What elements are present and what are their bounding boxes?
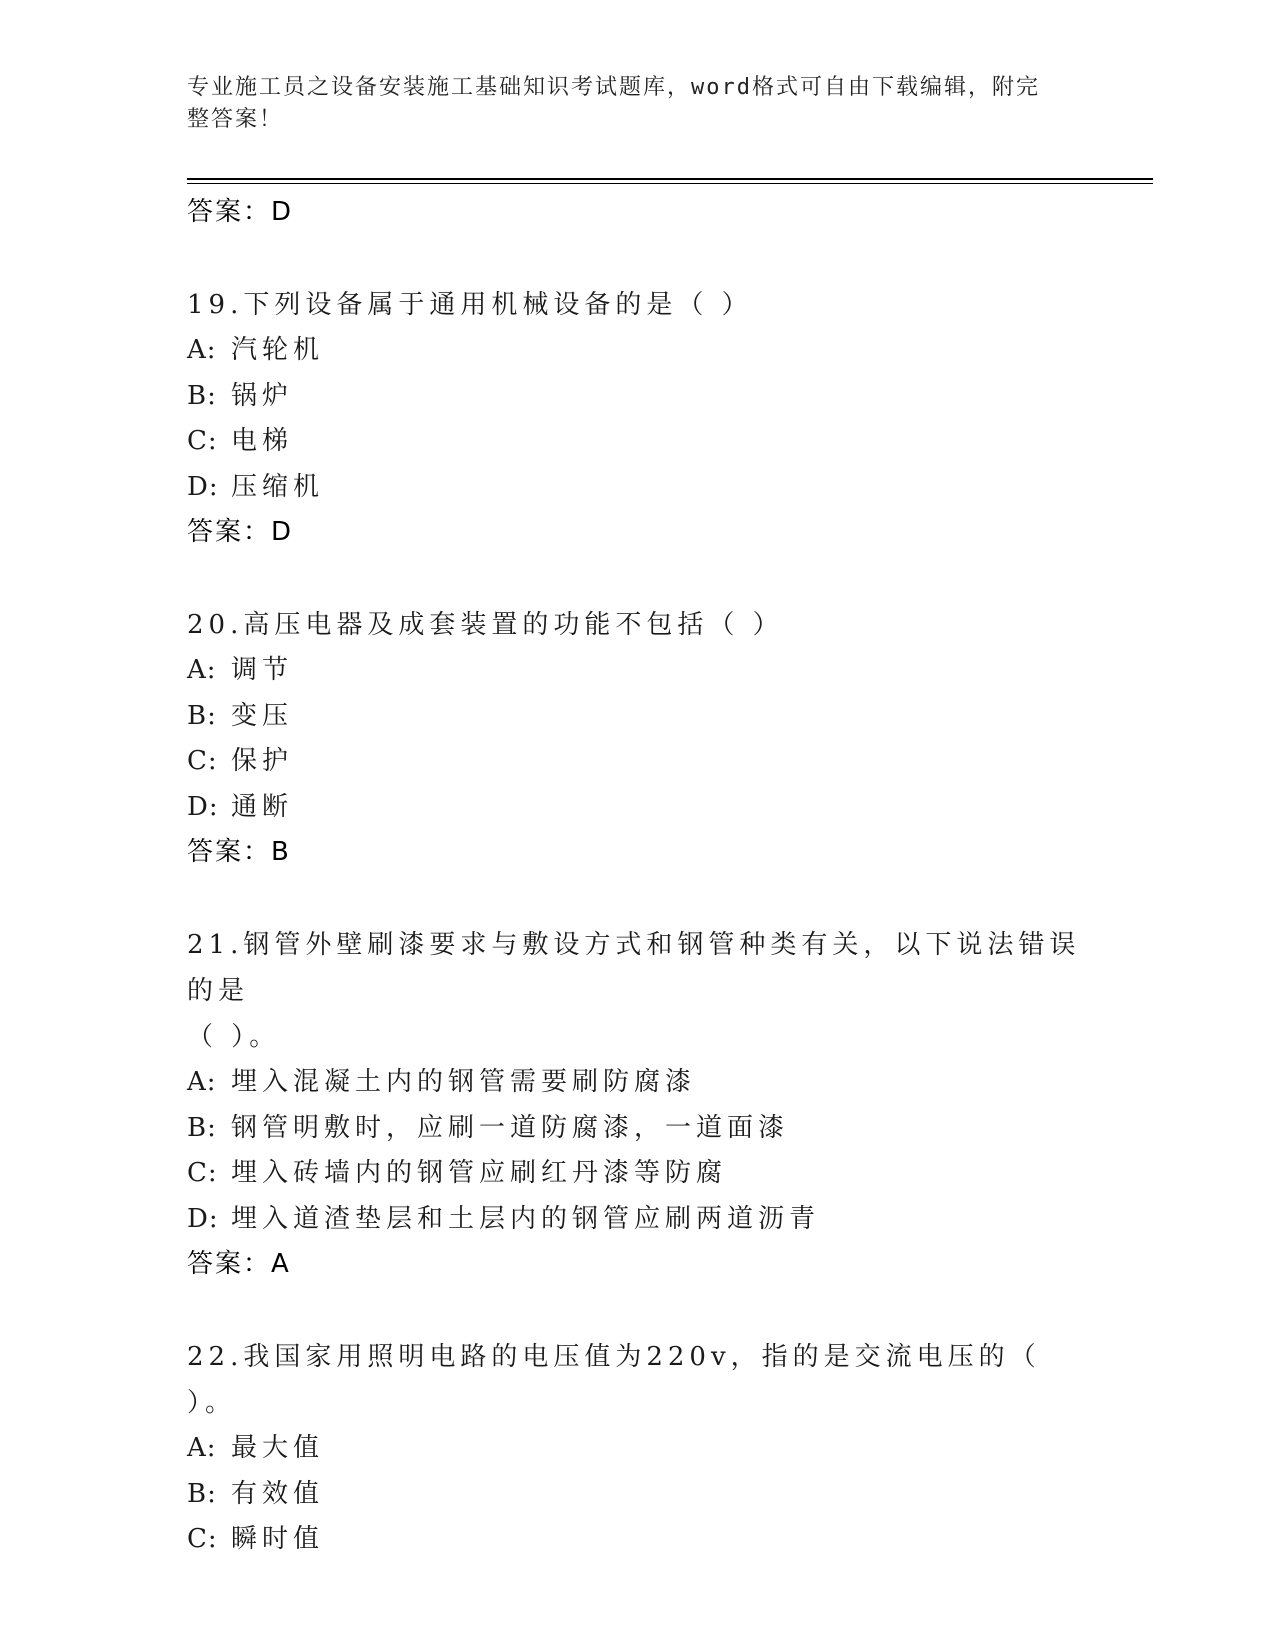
answer-line: 答案：B (187, 837, 291, 867)
option-key: B: (187, 380, 217, 411)
option-key: C: (187, 746, 218, 776)
option-d (187, 1197, 1087, 1243)
header-line-2: 整答案！ (187, 107, 284, 132)
option-b (187, 1472, 1087, 1518)
option-key: B: (187, 1478, 217, 1509)
option-text: 埋入混凝土内的钢管需要刷防腐漆 (231, 1067, 697, 1097)
option-key: A: (187, 655, 217, 685)
option-key: C: (187, 1158, 218, 1188)
option-text: 瞬时值 (231, 1524, 325, 1554)
spacer (187, 554, 1087, 602)
option-a (187, 648, 1087, 694)
option-text: 钢管明敷时，应刷一道防腐漆，一道面漆 (231, 1112, 790, 1143)
option-text: 调节 (231, 655, 294, 685)
header-rule-thick (187, 178, 1153, 180)
option-key: A: (187, 1433, 217, 1463)
option-key: A: (187, 1067, 217, 1097)
option-c (187, 1517, 1087, 1563)
option-a (187, 1060, 1087, 1106)
question-text: 19.下列设备属于通用机械设备的是（ ） (187, 290, 753, 320)
option-c (187, 1151, 1087, 1197)
option-text: 压缩机 (231, 471, 325, 502)
option-a (187, 1426, 1087, 1472)
option-key: D: (187, 471, 219, 502)
option-text: 埋入道渣垫层和土层内的钢管应刷两道沥青 (231, 1203, 821, 1234)
option-c (187, 739, 1087, 785)
option-key: D: (187, 1203, 219, 1234)
question-block (187, 1334, 1087, 1563)
question-block (187, 922, 1087, 1286)
question-text: 22.我国家用照明电路的电压值为220v，指的是交流电压的（ ）。 (187, 1342, 1041, 1418)
header-rule-thin (187, 183, 1153, 184)
option-text: 最大值 (231, 1433, 325, 1463)
option-key: A: (187, 335, 217, 365)
option-text: 通断 (231, 791, 294, 822)
option-text: 埋入砖墙内的钢管应刷红丹漆等防腐 (231, 1158, 728, 1188)
answer-line: 答案：D (187, 517, 294, 547)
option-text: 汽轮机 (231, 335, 325, 365)
option-a (187, 328, 1087, 374)
header-line-1: 专业施工员之设备安装施工基础知识考试题库，word格式可自由下载编辑，附完 (187, 75, 1040, 100)
option-text: 有效值 (231, 1478, 325, 1509)
question-text: 20.高压电器及成套装置的功能不包括（ ） (187, 610, 784, 640)
option-b (187, 374, 1087, 420)
option-key: D: (187, 791, 219, 822)
question-list (187, 190, 1087, 1563)
question-block (187, 282, 1087, 554)
option-key: B: (187, 1112, 217, 1143)
answer-line: 答案：A (187, 1249, 291, 1279)
question-text-continued: （ ）。 (187, 1022, 281, 1052)
spacer (187, 874, 1087, 922)
option-c (187, 419, 1087, 465)
option-d (187, 785, 1087, 831)
option-text: 保护 (231, 746, 294, 776)
option-text: 锅炉 (231, 380, 294, 411)
option-d (187, 465, 1087, 511)
option-b (187, 1106, 1087, 1152)
spacer (187, 1286, 1087, 1334)
question-block (187, 602, 1087, 874)
option-b (187, 694, 1087, 740)
option-key: C: (187, 426, 218, 456)
option-text: 电梯 (231, 426, 294, 456)
question-text: 21.钢管外壁刷漆要求与敷设方式和钢管种类有关，以下说法错误的是 (187, 930, 1081, 1006)
document-header (187, 72, 1067, 136)
option-key: B: (187, 700, 217, 731)
previous-answer: 答案：D (187, 197, 294, 227)
spacer (187, 234, 1087, 282)
option-text: 变压 (231, 700, 294, 731)
option-key: C: (187, 1524, 218, 1554)
